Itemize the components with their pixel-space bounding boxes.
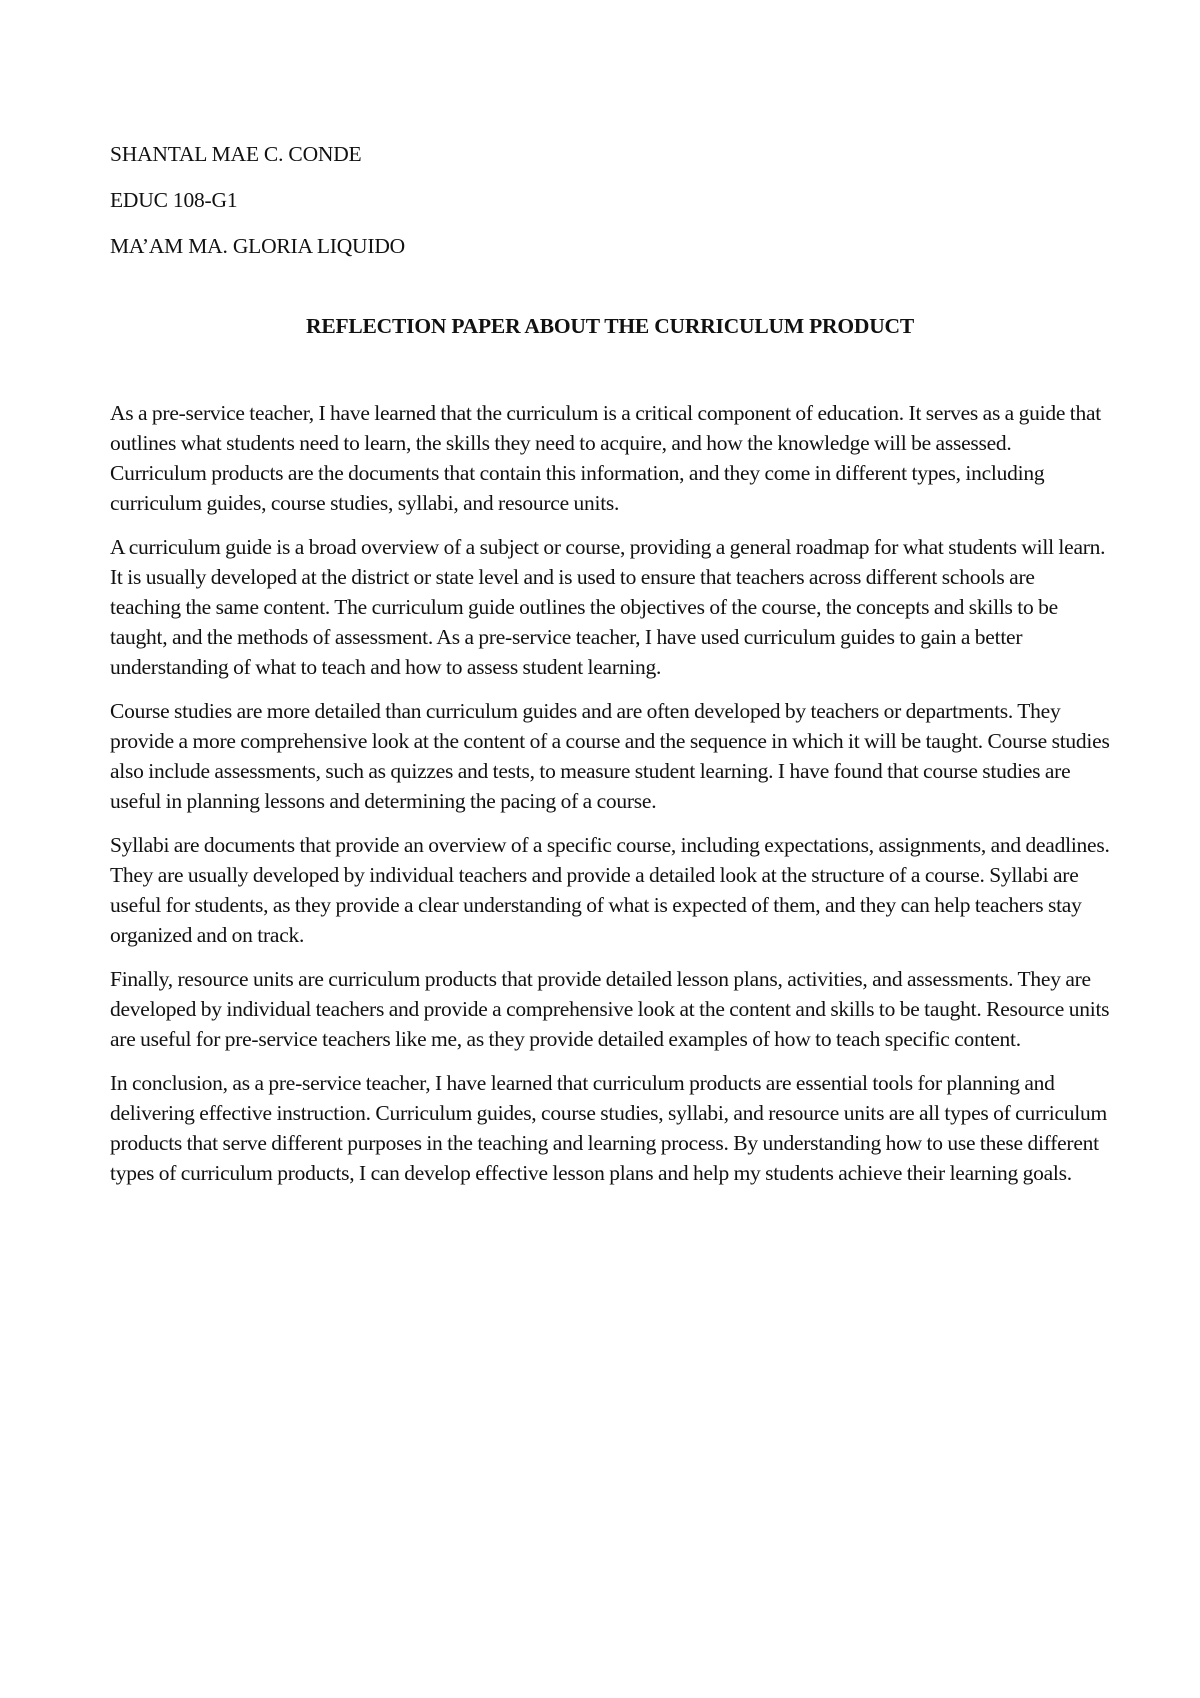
paragraph-course-studies: Course studies are more detailed than curriculum guides and are often developed by teachers or departments. They provide a more comprehensive look at the content of a course and the sequence in which it will be taught. Course studies also include assessments, such as quizzes and tests, to measure student learning. I have found that course studies are useful in planning lessons and determining the pacing of a course. [110, 699, 1110, 813]
paragraph-conclusion: In conclusion, as a pre-service teacher, I have learned that curriculum products are essential tools for planning and delivering effective instruction. Curriculum guides, course studies, syllabi, and resource units are all types of curriculum products that serve different purposes in the teaching and learning process. By understanding how to use these different types of curriculum products, I can develop effective lesson plans and help my students achieve their learning goals. [110, 1071, 1107, 1185]
paragraph-syllabi: Syllabi are documents that provide an overview of a specific course, including expectations, assignments, and deadlines. They are usually developed by individual teachers and provide a detailed look at the structure of a course. Syllabi are useful for students, as they provide a clear understanding of what is expected of them, and they can help teachers stay organized and on track. [110, 833, 1110, 947]
student-name: SHANTAL MAE C. CONDE [110, 142, 362, 166]
paragraph-resource-units: Finally, resource units are curriculum products that provide detailed lesson plans, activities, and assessments. They are developed by individual teachers and provide a comprehensive look at the content and skills to be taught. Resource units are useful for pre-service teachers like me, as they provide detailed examples of how to teach specific content. [110, 967, 1110, 1051]
paper-title: REFLECTION PAPER ABOUT THE CURRICULUM PRODUCT [306, 314, 914, 338]
course-code: EDUC 108-G1 [110, 188, 238, 212]
paragraph-curriculum-guide: A curriculum guide is a broad overview of a subject or course, providing a general roadmap for what students will learn. It is usually developed at the district or state level and is used to ensure that teachers across different schools are teaching the same content. The curriculum guide outlines the objectives of the course, the concepts and skills to be taught, and the methods of assessment. As a pre-service teacher, I have used curriculum guides to gain a better understanding of what to teach and how to assess student learning. [110, 535, 1106, 679]
instructor-name: MA’AM MA. GLORIA LIQUIDO [110, 234, 405, 258]
document-body [110, 140, 1110, 1202]
paragraph-introduction: As a pre-service teacher, I have learned that the curriculum is a critical component of education. It serves as a guide that outlines what students need to learn, the skills they need to acquire, and how the knowledge will be assessed. Curriculum products are the documents that contain this information, and they come in different types, including curriculum guides, course studies, syllabi, and resource units. [110, 401, 1101, 515]
